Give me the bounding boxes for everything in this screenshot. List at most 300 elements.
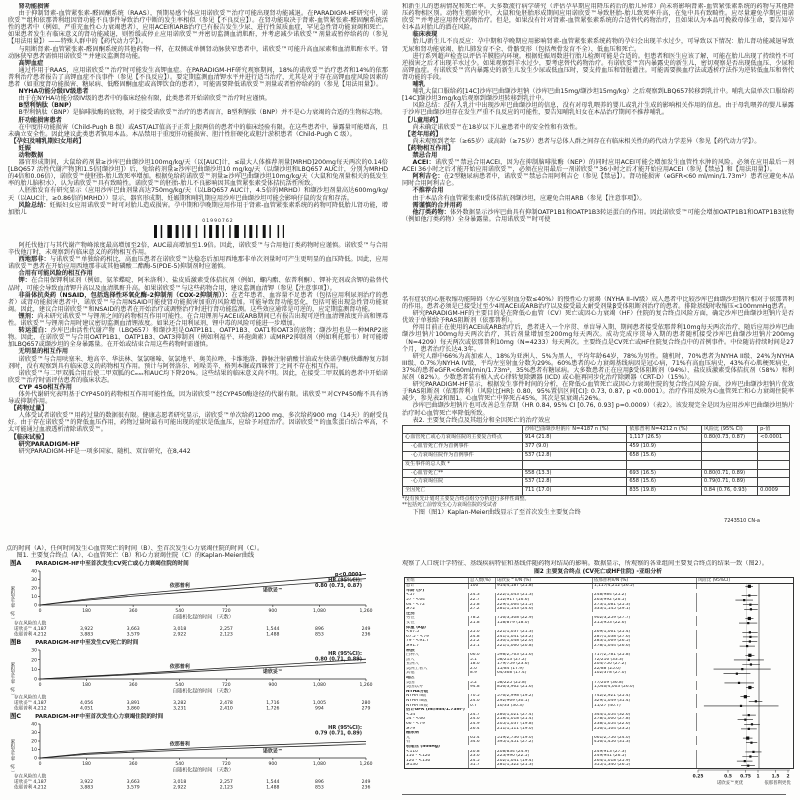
- svg-text:1,544: 1,544: [266, 627, 280, 633]
- svg-text:存在风险的人数: 存在风险的人数: [14, 695, 47, 701]
- lcz-cell: 222/1,043 (21.3): [496, 593, 593, 598]
- subgroup-pct: 27.2: [469, 607, 496, 612]
- material-code: 7243510 CN-a: [724, 517, 760, 524]
- subgroup-pct: 8.9: [469, 671, 496, 676]
- ena-cell: 902/3,259 (27.7): [593, 616, 697, 621]
- lcz-cell: 756/3,308 (22.9): [496, 616, 593, 621]
- section-heading: 高钾血症: [18, 59, 44, 67]
- svg-text:0.75: 0.75: [740, 774, 751, 780]
- svg-text:HR (95%CI):: HR (95%CI):: [328, 577, 362, 584]
- lcz-cell: 281/1,322 (21.3): [496, 763, 593, 768]
- ena-cell: 329/1,049 (31.4): [593, 699, 697, 704]
- svg-text:3,018: 3,018: [173, 780, 187, 786]
- bracket-heading: 【临床试验】: [10, 433, 48, 441]
- subgroup-pct: 25.2: [469, 639, 496, 644]
- ena-cell: 344/1,054 (32.6): [593, 713, 697, 718]
- svg-text:3,922: 3,922: [79, 627, 94, 633]
- ena-cell: 11/27 (40.7): [593, 704, 697, 709]
- svg-text:0: 0: [38, 683, 42, 689]
- subgroup-label: 美洲土著人: [405, 667, 469, 672]
- subgroup-label: 美国以外: [405, 685, 469, 690]
- lcz-cell: 10/33 (30.3): [496, 704, 593, 709]
- table-cell: ·心力衰竭住院: [403, 478, 523, 487]
- table-cell: 心血管死亡或心力衰竭住院的主要复合终点: [403, 434, 523, 443]
- subgroup-label: <67.5: [405, 630, 469, 635]
- paragraph: 风险总结：没有人乳汁中出现沙库巴曲缬沙坦的信息，没有对母乳喂养的婴儿或乳汁生成的影响相关作用的信息。由于母乳喂养的婴儿暴露于沙库巴曲缬沙坦存在发生严重不良反应的可能性，要告知哺乳妇女在本品治疗期间不推荐哺乳。: [402, 102, 794, 117]
- svg-text:1,544: 1,544: [266, 780, 280, 786]
- svg-text:3,883: 3,883: [79, 632, 94, 638]
- ena-cell: 77/209 (36.8): [593, 681, 697, 686]
- section-heading: 合用有可能风险的相互作用: [18, 270, 93, 278]
- subgroup-pct: 22.7: [469, 598, 496, 603]
- inline-lead: 风险总结：: [18, 201, 50, 209]
- paragraph: 哺乳大鼠口服给药[14C]沙库巴曲缬沙坦钠（沙库巴曲15mg/缬沙坦15mg/kg）之后观察到LBQ657转移到乳汁中。哺乳大鼠单次口服给药[14C]缬沙坦3mg/kg后观察到缬沙坦转移到乳汁中。: [402, 88, 794, 103]
- forest-header-cell: 总人数(%): [469, 578, 496, 583]
- forest-header-cell: 风险比 (95%CI): [698, 578, 731, 584]
- svg-text:30: 30: [31, 731, 37, 737]
- paragraph: 诺欣妥™与合用呋塞米、地高辛、华法林、氢氯噻嗪、氨氯地平、奥美拉唑、卡维地洛、静脉注射硝酸甘油或左炔诺孕酮/炔雌醇复方制剂时，没有观察到具有临床意义的药物相互作用。预计与阿替洛尔、吲哚美辛、格列本脲或西咪替丁之间不存在相互作用。: [8, 355, 388, 370]
- lcz-cell: 598/2,763 (21.6): [496, 653, 593, 658]
- ena-cell: 283/1,069 (26.5): [593, 639, 697, 644]
- svg-text:1,726: 1,726: [266, 706, 280, 712]
- table-header-cell: 依那普利 N=4212 n (%): [627, 425, 702, 434]
- y-axis-label: 累积发生率（%）: [10, 585, 15, 622]
- paragraph: 人胚胎发育有研究显示（应用沙库巴曲剂量高达750mg/kg/天（以LBQ657 AUC计，4.5倍的MRHD）和缬沙坦剂量高达600mg/kg/天（以AUC计，≥0.86倍的MRHD））显示，器官形成期、妊娠期和哺乳期应用沙库巴曲缬沙坦可能会影响仔鼠的发育和存活。: [8, 187, 388, 202]
- paragraph: 进行系列超声检查以评估羊膜腔内环境。根据妊娠周数进行胎儿检测可能是合适的。但患者和医生应该了解，可能在胎儿出现了持续性不可逆损害之后才出现羊水过少。如果观察到羊水过少，要考虑替代药物治疗。有诺欣妥™宫内暴露史的新生儿，密切观察是否出现低血压、少尿和高钾血症。有诺欣妥™宫内暴露史的新生儿发生少尿或低血压时，要支持血压和肾脏灌注。可能需要换血疗法或透析疗法作为逆转低血压和替代肾功能的手段。: [402, 52, 794, 81]
- table-cell: 1,117 (26.5): [627, 434, 702, 443]
- table-cell: 377 (9.0): [522, 443, 627, 452]
- inline-lead: 西地那非：: [18, 256, 50, 264]
- svg-text:1,488: 1,488: [266, 632, 280, 638]
- svg-text:0: 0: [38, 762, 42, 768]
- table-cell: 537 (12.8): [522, 452, 627, 461]
- svg-text:30: 30: [31, 578, 37, 584]
- km-plot: [14, 648, 386, 712]
- subgroup-label: 64 - <72: [405, 603, 469, 608]
- ena-cell: 204/750 (27.2): [593, 662, 697, 667]
- subgroup-label: 其他: [405, 671, 469, 676]
- ena-cell: 102/378 (27.0): [593, 671, 697, 676]
- barcode-block: [48, 218, 388, 240]
- paragraph: 钾：在合用保钾利尿剂（例如，氨苯蝶啶、阿米洛利）、盐皮质激素受体拮抗剂（例如，螺内酯、依普利酮）、钾补充剂或含钾的盐替代品时，可能会导致血清钾升高以及血清肌酐升高。如果诺欣妥™与这些药物合用，建议监测血清钾（参见【注意事项】）。: [8, 277, 388, 292]
- subgroup-forest-plot-section: [402, 560, 794, 798]
- svg-text:1,080: 1,080: [312, 683, 326, 689]
- km-figure-B: [6, 648, 390, 712]
- table-cell: [522, 460, 627, 469]
- paragraph: 尚未确定诺欣妥™在18岁以下儿童患者中的安全性和有效性。: [412, 123, 582, 131]
- paragraph: 通过作用于RAAS，应用诺欣妥™治疗时可能发生高钾血症。在PARADIGM-HF研究观察期间，18%的诺欣妥™治疗患者和14%的依那普利治疗患者报告了高钾血症不良事件（参见【不良反应】）。要定期监测血清钾水平并进行适当治疗，尤其是对于存在高钾血症风险因素的患者（如重度肾功能损害、糖尿病、低醛固酮血症或高钾饮食的患者），可能需要降低诺欣妥™剂量或者暂停给药的（参见【用法用量】）。: [8, 66, 388, 89]
- subgroup-pct: 65.4: [469, 736, 496, 741]
- svg-text:994: 994: [315, 706, 324, 712]
- subgroup-label: 66 - <79: [405, 722, 469, 727]
- table-cell: 835 (19.8): [627, 487, 702, 496]
- subgroup-pct: 26.4: [469, 727, 496, 732]
- paragraph: 研究PARADIGM-HF是一项多国家、随机、双盲研究，在8,442: [18, 447, 191, 455]
- svg-text:依那普利: 依那普利: [169, 583, 190, 590]
- subgroup-pct: 34.6: [469, 740, 496, 745]
- right-column-text-top: [402, 3, 794, 295]
- subgroup-pct: 25.1: [469, 644, 496, 649]
- table-cell: [758, 443, 790, 452]
- y-axis-label: 累积发生率（%）: [10, 662, 15, 699]
- kaplan-meier-figures-section: [6, 545, 390, 798]
- svg-text:360: 360: [128, 762, 138, 768]
- ena-cell: 22/88 (25.0): [593, 667, 697, 672]
- subgroup-pct: 100: [469, 584, 496, 589]
- svg-text:诺欣妥™: 诺欣妥™: [262, 587, 283, 594]
- paragraph: 锂剂：尚未研究诺欣妥™与锂剂之间的药物相互作用可能性。在合用锂剂与ACEI或ARB期间已有报告出现可逆性血清锂浓度升高和锂毒性。诺欣妥™与锂剂合用时建议密切监测血清锂浓度。如果还合用利尿剂，锂中毒的风险可能进一步增加。: [8, 312, 388, 328]
- svg-text:279: 279: [361, 706, 371, 712]
- table-cell: 全因死亡: [403, 487, 523, 496]
- svg-text:诺欣妥™: 诺欣妥™: [14, 701, 33, 707]
- bracket-heading: 【儿童用药】: [404, 116, 442, 124]
- table-row: [403, 443, 790, 452]
- svg-text:0: 0: [38, 609, 42, 615]
- figure-caption: 下图（图1）Kaplan-Meier曲线显示了至首次发生主要复合终: [412, 508, 581, 516]
- svg-text:900: 900: [268, 762, 278, 768]
- y-axis-label: 累积发生率（%）: [10, 739, 15, 775]
- subgroup-pct: 5.2: [469, 681, 496, 686]
- svg-text:4,212: 4,212: [33, 706, 47, 712]
- svg-text:280: 280: [361, 701, 371, 707]
- subgroup-pct: 21.8: [469, 621, 496, 626]
- svg-text:3,231: 3,231: [173, 706, 187, 712]
- svg-text:诺欣妥™: 诺欣妥™: [14, 780, 33, 786]
- svg-text:3,282: 3,282: [173, 701, 187, 707]
- subgroup-label: 女性: [405, 621, 469, 626]
- svg-text:720: 720: [221, 762, 231, 768]
- barcode-number: 01990762: [202, 218, 234, 224]
- table-cell: [701, 452, 757, 461]
- svg-text:1,260: 1,260: [359, 609, 373, 615]
- svg-text:4,051: 4,051: [79, 706, 94, 712]
- svg-text:3,883: 3,883: [79, 786, 94, 792]
- svg-text:0: 0: [34, 603, 37, 609]
- svg-text:10: 10: [31, 595, 37, 601]
- inline-lead: 钾：: [18, 277, 32, 285]
- svg-text:540: 540: [175, 683, 185, 689]
- paragraph: 尚未观察到老年（≥65岁）或高龄（≥75岁）患者与总体人群之间存在有临床相关性的药代动力学差异（参见【药代动力学】）。: [412, 137, 761, 145]
- paragraph: 转运蛋白：沙库巴曲活性代谢产物（LBQ657）和缬沙坦是OATP1B1、OATP1B3、OAT1和OAT3的底物；缬沙坦也是一种MRP2底物。因此，在诺欣妥™与合用OATP1B1、OATP1B3、OAT3抑制剂（例如利福平、环孢菌素）或MRP2抑制剂（例如利托那韦）时可能增加LBQ657或缬沙坦的全身暴露量。在开始或结束合用这些药物时需谨慎。: [8, 327, 388, 349]
- subgroup-label: 79 - <91.7: [405, 639, 469, 644]
- table-cell: 658 (15.6): [627, 478, 702, 487]
- paragraph: 观察了人口统计学特征、基线疾病特征和基线伴随药物对结局的影响。数据显示，所观察的各亚组间主要复合终点的结果一致（图2）。: [402, 560, 768, 567]
- ena-cell: 238/1,054 (22.6): [593, 722, 697, 727]
- paragraph: 西地那非：与诺欣妥™单独给药相比，高血压患者在诺欣妥™达稳态后加用西地那非单次剂量时可产生更明显的血压降低。因此，应用诺欣妥™患者在开始应用西地那非或其他磷酸二酯酶-5(PDE-5)抑制剂时应谨慎。: [8, 256, 388, 271]
- subgroup-label: NYHA III级: [405, 699, 469, 704]
- svg-text:720: 720: [221, 683, 231, 689]
- subgroup-label: 120 - <130: [405, 759, 469, 764]
- subgroup-label: 有: [405, 740, 469, 745]
- svg-text:0.5: 0.5: [724, 774, 732, 780]
- lcz-cell: 223/990 (22.5): [496, 754, 593, 759]
- subgroup-label: 54 - <66: [405, 717, 469, 722]
- lcz-cell: 576/2,998 (19.2): [496, 694, 593, 699]
- svg-text:40: 40: [31, 723, 37, 729]
- ena-cell: 456/1,456 (31.3): [593, 740, 697, 745]
- ena-cell: 661/2,756 (24.0): [593, 736, 697, 741]
- inline-lead: ACEI：: [412, 159, 435, 167]
- svg-text:2,478: 2,478: [219, 701, 233, 707]
- subgroup-pct: 24.0: [469, 699, 496, 704]
- inline-lead: 转运蛋白：: [18, 327, 51, 335]
- lcz-cell: 395/1,451 (27.2): [496, 740, 593, 745]
- subgroup-pct: 70.5: [469, 694, 496, 699]
- subgroup-label: 总计: [405, 584, 469, 589]
- svg-text:依那普利: 依那普利: [169, 664, 190, 671]
- table-cell: ·心血管死亡**: [403, 469, 523, 478]
- ena-cell: 273/1,081 (25.3): [593, 603, 697, 608]
- section-heading: 禁忌合用: [412, 151, 438, 159]
- svg-text:3,922: 3,922: [79, 780, 94, 786]
- ena-cell: 264/1,018 (25.9): [593, 759, 697, 764]
- svg-text:1,488: 1,488: [266, 786, 280, 792]
- km-figure-title: 图C PARADIGM-HF中至首次发生心力衰竭住院的时间: [10, 712, 164, 721]
- paragraph: 研究PARADIGM-HF显示，根据发生事件时间的分析，在降低心血管死亡或因心力衰竭住院的复合终点风险方面，沙库巴曲缬沙坦钠片优效于RAS阻断剂（依那普利）（风险比[HR]: 0.80，95%置信区间[CI]: 0.73, 0.87, p <0.0001）。治疗作用反映为心血管死亡和心力衰竭住院率减少，参见表2和图1。心血管死亡中猝死占45%，其次是泵衰竭占26%。: [402, 381, 794, 403]
- svg-text:自随机化起的时间 （天数）: 自随机化起的时间 （天数）: [172, 614, 234, 621]
- subgroup-pct: 24.8: [469, 635, 496, 640]
- table-header-cell: [403, 425, 523, 434]
- lcz-cell: 211/1,111 (19.0): [496, 727, 593, 732]
- subgroup-pct: 18.0: [469, 662, 496, 667]
- table-cell: ·心力衰竭住院作为首例事件: [403, 452, 523, 461]
- svg-text:2,922: 2,922: [173, 632, 187, 638]
- table-cell: 0.84 (0.76, 0.93): [701, 487, 757, 496]
- svg-text:2,257: 2,257: [219, 627, 233, 633]
- forest-group-label: 体重 (kg): [406, 625, 426, 630]
- km-figure-label: 图A: [10, 559, 22, 568]
- svg-text:3,891: 3,891: [126, 701, 140, 707]
- subgroup-pct: 25.0: [469, 630, 496, 635]
- section-heading: 研究PARADIGM-HF: [18, 440, 80, 448]
- svg-text:896: 896: [315, 627, 324, 633]
- lcz-cell: 58/213 (27.2): [496, 658, 593, 663]
- lcz-cell: 202/1,041 (19.4): [496, 759, 593, 764]
- subgroup-pct: 25.8: [469, 603, 496, 608]
- svg-text:900: 900: [268, 683, 278, 689]
- lcz-cell: 292/969 (30.1): [496, 699, 593, 704]
- svg-text:p<0.0001: p<0.0001: [334, 572, 362, 579]
- table-cell: 558 (13.3): [522, 469, 627, 478]
- paragraph: 阿利吉仑：在2型糖尿病患者中，诺欣妥™禁忌合用阿利吉仑（参见【禁忌】）。肾功能损害（eGFR<60 ml/min/1.73m²）患者应避免本品同时合用阿利吉仑。: [402, 173, 794, 188]
- inline-lead: 他汀类药物：: [412, 208, 451, 216]
- lcz-cell: 218/1,018 (21.4): [496, 717, 593, 722]
- table-cell: 658 (15.6): [627, 452, 702, 461]
- svg-text:3,663: 3,663: [126, 780, 140, 786]
- left-column-text: [8, 3, 388, 543]
- forest-group-label: 糖尿病: [406, 731, 419, 736]
- lcz-cell: 241/1,041 (23.2): [496, 635, 593, 640]
- forest-overlay: [697, 584, 793, 768]
- forest-group-label: 种族: [406, 648, 415, 653]
- ena-cell: 333/1,145 (29.1): [593, 607, 697, 612]
- lcz-cell: 230/1,048 (22.0): [496, 639, 593, 644]
- subgroup-label: <57: [405, 593, 469, 598]
- svg-text:1: 1: [756, 774, 760, 780]
- section-heading: 临床表现: [412, 31, 438, 39]
- subgroup-pct: 24.9: [469, 722, 496, 727]
- svg-text:1,005: 1,005: [312, 701, 327, 707]
- paragraph: 诺欣妥™与二甲双胍合用后使二甲双胍的Cₘₐₓ和AUC均下降20%。这些结果的临床意义尚不明。因此，在接受二甲双胍的患者中开始诺欣妥™治疗时需评估患者的临床状态。: [8, 369, 388, 384]
- svg-text:180: 180: [82, 762, 91, 768]
- svg-text:236: 236: [361, 786, 371, 792]
- svg-text:896: 896: [315, 780, 324, 786]
- figure1-caption-continuation: 点的时间（A）、任何时间发生心血管死亡的时间（B）、至首次发生心力衰竭住院的时间（C）。: [6, 545, 264, 552]
- svg-text:249: 249: [361, 627, 371, 633]
- svg-text:2,410: 2,410: [219, 706, 233, 712]
- svg-text:180: 180: [82, 609, 91, 615]
- paragraph: 阿托伐他汀与其代谢产物峰浓度最高增加至2倍，AUC最高增加至1.9倍。因此，诺欣妥™与合用他汀类药物时应谨慎。诺欣妥™与合用辛伐他汀时，未观察到有临床意义的药物相互作用。: [8, 242, 388, 257]
- svg-text:依那普利: 依那普利: [169, 742, 190, 749]
- ena-cell: 1,117/4,212 (26.5): [593, 584, 697, 589]
- lcz-cell: 229/1,064 (21.5): [496, 603, 593, 608]
- subgroup-label: ≥91.7: [405, 644, 469, 649]
- km-plot: [14, 569, 386, 638]
- svg-text:4,212: 4,212: [33, 632, 47, 638]
- lcz-cell: 179/759 (23.6): [496, 662, 593, 667]
- forest-header-cell: 诺欣妥™n/N (%): [496, 578, 593, 583]
- footnote: *没有预先计划对主要复合终点组分分析进行多样性调整。: [402, 496, 530, 503]
- km-figure-A: [6, 569, 390, 638]
- km-figure-label: 图B: [10, 638, 22, 647]
- ena-cell: 256/1,104 (23.2): [593, 727, 697, 732]
- svg-text:30: 30: [31, 648, 37, 654]
- lcz-cell: 205/1,037 (19.8): [496, 722, 593, 727]
- svg-text:20: 20: [31, 586, 37, 592]
- bracket-heading: 【药物相互作用】: [404, 144, 454, 152]
- paragraph: ACEI：诺欣妥™禁忌合用ACEI，因为在抑制脑啡肽酶（NEP）的同时应用ACEI可能会增加发生血管性水肿的风险。必须在应用最后一剂ACEI 36小时之后才能开始应用诺欣妥™，必须在应用最后一剂诺欣妥™36小时之后才能开始应用ACEI（参见【禁忌】和【用法用量】）。: [402, 159, 794, 174]
- paragraph: 和新生儿的患病情况和死亡率。大多数流行病学研究（评估孕早期应用降压药后的胎儿异常）尚未将影响肾素-血管紧张素系统的药物与其他降压药物相区别。动物生殖研究中，大鼠和兔胚胎形成期间应用诺欣妥™导致胚胎-胎儿致死率升高，在兔中具有致畸性。应尽量避免孕期应用诺欣妥™并考虑应用替代药物治疗。但是，如果没有针对肾素-血管紧张素系统的合适替代药物治疗，且如果认为本品可挽救母体生命，要告知孕妇本品对胎儿的潜在风险。: [402, 3, 794, 32]
- section-heading: NYHA功能分级IV级患者: [18, 88, 89, 96]
- paragraph: 体外代谢研究表明基于CYP450的药物相互作用可能性低，因为诺欣妥™经CYP450酶途径的代谢有限。诺欣妥™对CYP450酶不具有诱导或抑制作用。: [8, 390, 388, 406]
- svg-text:540: 540: [175, 762, 185, 768]
- subgroup-label: ≥130: [405, 763, 469, 768]
- ena-cell: 278/1,044 (26.6): [593, 644, 697, 649]
- forest-group-label: 年龄 (岁): [406, 588, 425, 593]
- lcz-cell: 208/834 (24.9): [496, 750, 593, 755]
- ena-cell: 215/953 (22.6): [593, 621, 697, 626]
- section-heading: 肝功能损害患者: [18, 116, 62, 124]
- subgroup-label: 黑人: [405, 658, 469, 663]
- table-cell: [758, 452, 790, 461]
- km-figure-C: [6, 722, 390, 791]
- table-cell: 发生事件的总人数 *: [403, 460, 523, 469]
- figure-caption: 表2. 主要复合终点及其组分和全因死亡的治疗效应: [412, 416, 551, 424]
- km-figure-label: 图C: [10, 712, 22, 721]
- section-heading: 妊娠: [18, 144, 31, 152]
- subgroup-label: 67.5 - <79: [405, 635, 469, 640]
- svg-text:0: 0: [34, 757, 37, 763]
- table-cell: [627, 460, 702, 469]
- svg-text:自随机化起的时间 （天数）: 自随机化起的时间 （天数）: [172, 688, 234, 695]
- paragraph: B型利钠肽（BNP）是脑啡肽酶的底物，对于接受诺欣妥™治疗的患者而言，B型利钠肽（BNP）并不是心力衰竭的合适的生物标志物。: [18, 109, 387, 117]
- bracket-heading: 【孕妇及哺乳期妇女用药】: [10, 137, 85, 145]
- forest-plot-table: [404, 577, 794, 769]
- svg-text:0.79 (0.71, 0.89): 0.79 (0.71, 0.89): [315, 730, 362, 737]
- subgroup-label: 美国: [405, 681, 469, 686]
- table-cell: <0.0001: [758, 434, 790, 443]
- subgroup-label: 亚洲人: [405, 662, 469, 667]
- subgroup-label: <110: [405, 750, 469, 755]
- table-row: [403, 434, 790, 443]
- svg-text:0.80 (0.71, 0.89): 0.80 (0.71, 0.89): [315, 656, 362, 663]
- subgroup-label: NYHA IV级: [405, 704, 469, 709]
- svg-text:HR (95%CI):: HR (95%CI):: [328, 725, 362, 732]
- svg-text:1,260: 1,260: [359, 762, 373, 768]
- right-column-clinical-trial: [402, 296, 794, 558]
- svg-text:依那普利: 依那普利: [14, 706, 33, 712]
- paragraph: 风险总结：妊娠妇女应用诺欣妥™时可对胎儿造成损害。孕中期和孕晚期应用作用于肾素-血管紧张素系统的药物可降低胎儿肾功能，增加胎儿: [8, 201, 388, 216]
- svg-text:720: 720: [221, 609, 231, 615]
- svg-text:0.25: 0.25: [692, 774, 704, 780]
- subgroup-pct: 24.0: [469, 717, 496, 722]
- lcz-cell: 519/2,736 (19.0): [496, 736, 593, 741]
- lcz-cell: 281/1,143 (24.6): [496, 607, 593, 612]
- svg-text:20: 20: [31, 740, 37, 746]
- svg-text:依那普利: 依那普利: [14, 786, 33, 792]
- table-cell: [701, 460, 757, 469]
- subgroup-label: 白种人: [405, 653, 469, 658]
- svg-text:诺欣妥™: 诺欣妥™: [262, 669, 283, 676]
- svg-text:4,187: 4,187: [33, 701, 47, 707]
- table-header-row: [403, 425, 790, 434]
- forest-group-label: NYHA分级: [406, 689, 429, 694]
- subgroup-pct: 24.5: [469, 759, 496, 764]
- paragraph: 研究PARADIGM-HF的主要目的是在降低心血管（CV）死亡或因心力衰竭（HF）住院的复合终点风险方面，确定沙库巴曲缬沙坦钠片是否优效于单独给予RAS阻断剂（依那普利）。: [402, 310, 794, 325]
- table-cell: 537 (12.8): [522, 478, 627, 487]
- svg-text:180: 180: [82, 683, 91, 689]
- subgroup-label: ≥79: [405, 727, 469, 732]
- ena-cell: 278/1,000 (27.8): [593, 717, 697, 722]
- svg-text:依那普利更优: 依那普利更优: [764, 780, 791, 786]
- section-heading: CYP 450相互作用: [18, 383, 72, 391]
- section-heading: 不推荐合用: [412, 187, 444, 195]
- ena-cell: 1,040/4,003 (26.0): [593, 685, 697, 690]
- paragraph: 名有症状的心脏收缩功能障碍（左心室射血分数≤40%）的慢性心力衰竭（NYHA II–IV级）成人患者中比较沙库巴曲缬沙坦钠片相对于依那普利的作用。患者必须是已接受过至少4周ACEI或ARB治疗以及接受最大耐受剂量β受体阻断剂治疗的患者。排除基线时收缩压<100mmHg患者。: [402, 296, 794, 311]
- svg-text:10: 10: [31, 748, 37, 754]
- svg-text:诺欣妥™: 诺欣妥™: [262, 749, 283, 756]
- svg-text:540: 540: [175, 609, 185, 615]
- paragraph: 人体受试者诺欣妥™用药过量的数据很有限。健康志愿者研究显示，诺欣妥™单次给药1200 mg、多次给药900 mg（14天）的耐受良好。由于存在诺欣妥™的降低血压作用，药物过量时最有可能出现的症状是低血压，应给予对症治疗。因诺欣妥™的血浆蛋白结合率高，不太可能通过血液透析清除诺欣妥™。: [8, 412, 388, 434]
- lcz-cell: 64/368 (17.4): [496, 671, 593, 676]
- table-cell: 914 (21.8): [522, 434, 627, 443]
- section-heading: 无明显的相互作用: [18, 348, 69, 356]
- ena-cell: 742/2,921 (25.4): [593, 694, 697, 699]
- km-figure-title: 图B PARADIGM-HF中至发生CV死亡的时间: [10, 638, 139, 647]
- subgroup-pct: 24.3: [469, 593, 496, 598]
- svg-text:1,080: 1,080: [312, 762, 326, 768]
- paragraph: 沙库巴曲缬沙坦钠片也可改善总生存期（HR 0.84, 95% CI [0.76, 0.93] p=0.0009）（表2）。该发现完全是因为应用沙库巴曲缬沙坦钠片治疗时心血管死亡率降低所致。: [402, 402, 794, 417]
- table-cell: ·心血管死亡作为首例事件: [403, 443, 523, 452]
- svg-text:40: 40: [31, 569, 37, 575]
- svg-text:20: 20: [31, 658, 37, 664]
- table-header-cell: p-值: [758, 425, 790, 434]
- svg-text:2,123: 2,123: [219, 786, 233, 792]
- km-figure-title: 图A PARADIGM-HF中至首次发生CV死亡或心力衰竭住院的时间: [10, 559, 189, 568]
- ena-cell: 263/992 (26.5): [593, 598, 697, 603]
- ena-cell: 717/2,781 (25.8): [593, 653, 697, 658]
- figure2-title: 图2 主要复合终点 (CV死亡或HF住院) -亚组分析: [533, 569, 663, 576]
- subgroup-label: ≥72: [405, 607, 469, 612]
- table-cell: [758, 469, 790, 478]
- svg-text:1,260: 1,260: [359, 683, 373, 689]
- section-heading: 肾功能损害: [18, 3, 50, 10]
- lcz-cell: 58/225 (25.8): [496, 681, 593, 686]
- forest-axis: [404, 769, 794, 789]
- svg-text:0.80 (0.73, 0.87): 0.80 (0.73, 0.87): [315, 583, 362, 590]
- subgroup-pct: 24.7: [469, 713, 496, 718]
- paragraph: 胎儿/新生儿不良反应：孕中期和孕晚期应用影响肾素-血管紧张素系统药物的孕妇会出现羊水过少，可导致以下情况：胎儿肾功能减退导致无尿和肾功能衰竭、胎儿肺发育不全、骨骼变形（包括颅骨发育不全）、低血压和死亡。: [402, 38, 794, 53]
